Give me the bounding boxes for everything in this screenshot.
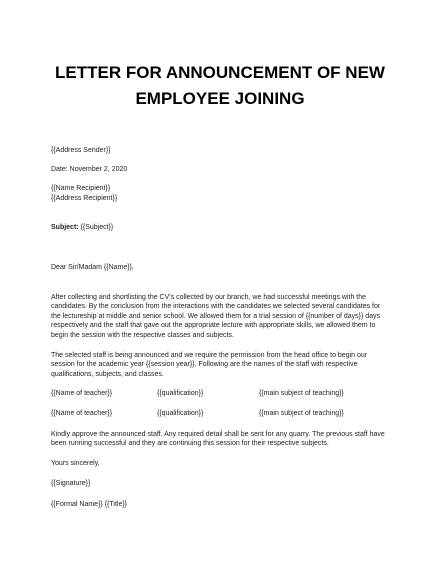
staff-row-2-name: {{Name of teacher}}: [51, 410, 113, 417]
paragraph-intro: After collecting and shortlisting the CV’s collected by our branch, we had successful meetings with the candidates. By the conclusion from the interactions with the candidates we selected several candidates for the lectureship at middle and senior school. We allowed them for a trial session of {{number of days}} days respectively and the staff that gave out the appropriate lecture with appropriate skills, we allowed them to begin the session with the respective classes and subjects.: [51, 294, 381, 339]
subject-line: [51, 223, 113, 233]
paragraph-announcement: The selected staff is being announced and we require the permission from the head office to begin our session for the academic year {{session year}}. Following are the names of the staff with respective qualifications, subjects, and classes.: [51, 352, 368, 378]
formal-name-title: {{Formal Name}} {{Title}}: [51, 501, 128, 508]
paragraph-approval: Kindly approve the announced staff. Any required detail shall be sent for any quarry. The previous staff have been running successful and they are continuing this session for their respective subjects.: [51, 431, 385, 448]
staff-row-1-qualification: {{qualification}}: [157, 390, 204, 397]
salutation: Dear Sir/Madam {{Name}},: [51, 264, 134, 271]
address-recipient: {{Address Recipient}}: [51, 195, 118, 202]
address-sender: {{Address Sender}}: [51, 147, 111, 154]
staff-row-2-qualification: {{qualification}}: [157, 410, 204, 417]
closing: Yours sincerely,: [51, 460, 100, 467]
signature: {{Signature}}: [51, 480, 91, 487]
letter-title-line1: LETTER FOR ANNOUNCEMENT OF NEW: [55, 63, 385, 82]
staff-row-1-subject: {{main subject of teaching}}: [259, 390, 344, 397]
subject-label: Subject:: [51, 224, 79, 231]
staff-row-2-subject: {{main subject of teaching}}: [259, 410, 344, 417]
letter-title-line2: EMPLOYEE JOINING: [135, 89, 305, 108]
subject-value: {{Subject}}: [78, 224, 114, 231]
staff-row-1-name: {{Name of teacher}}: [51, 390, 113, 397]
name-recipient: {{Name Recipient}}: [51, 185, 111, 192]
letter-date: Date: November 2, 2020: [51, 166, 128, 173]
